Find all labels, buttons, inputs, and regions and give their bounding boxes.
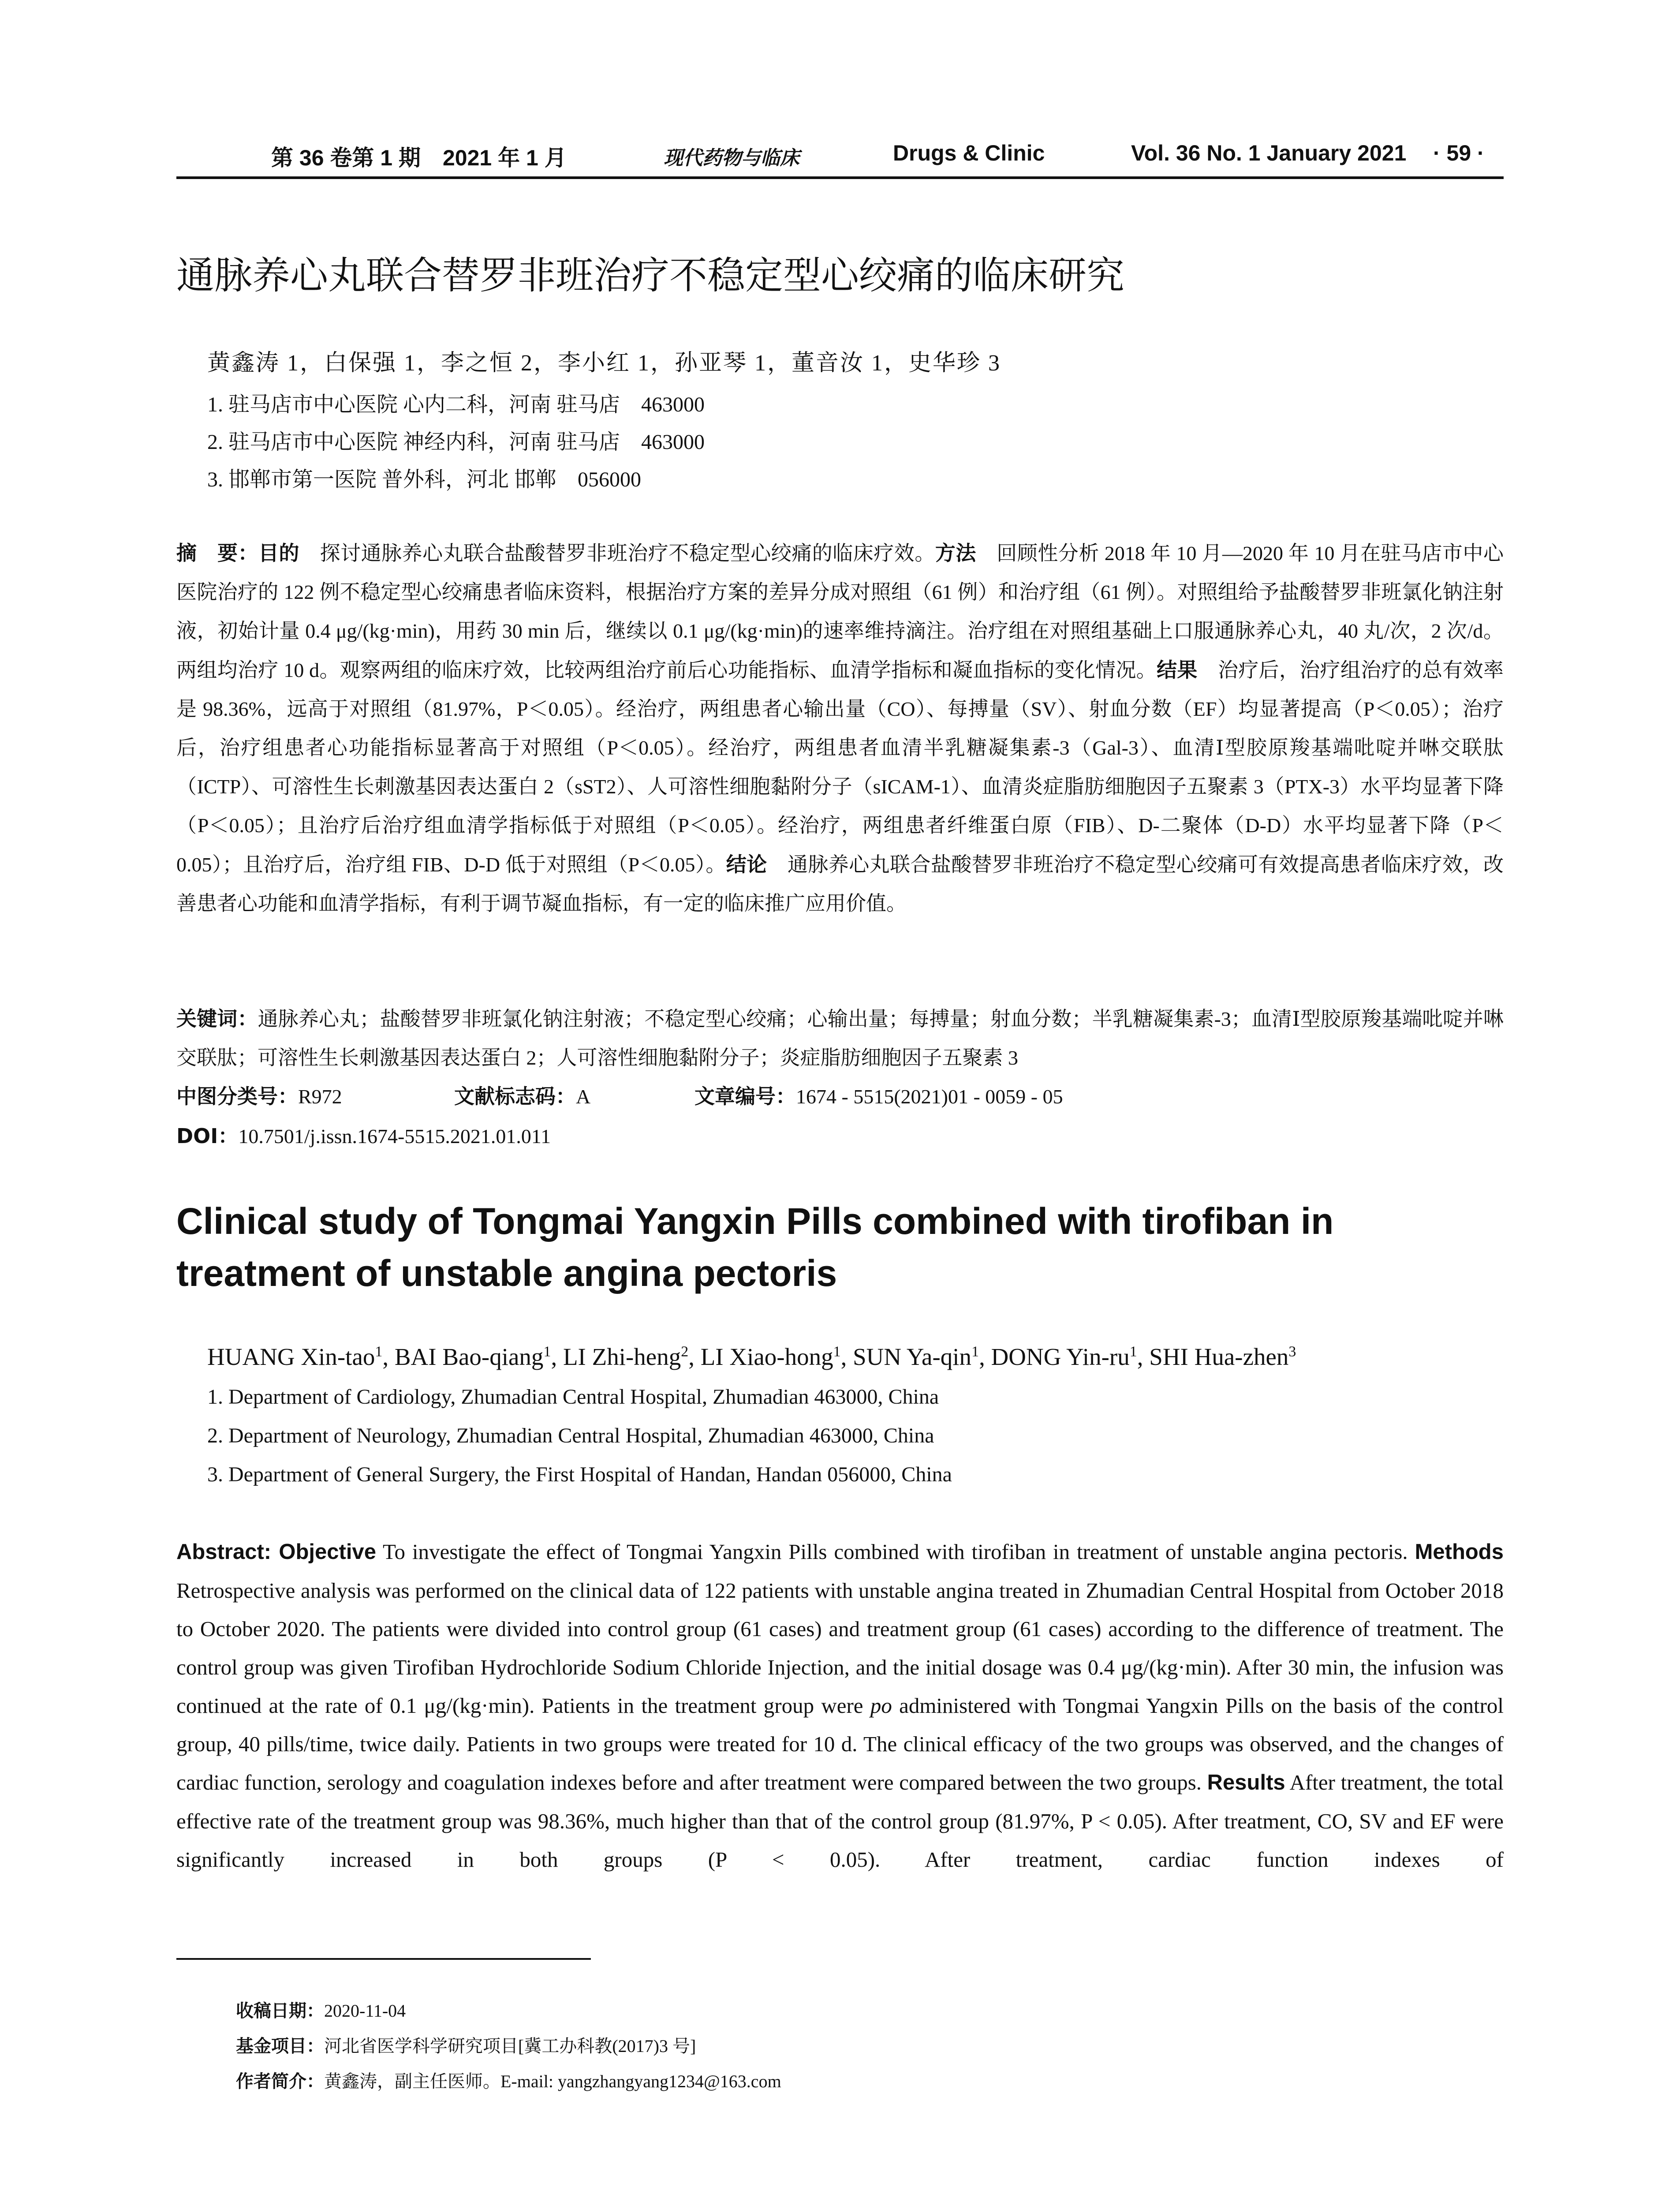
- en-affiliation-3: 3. Department of General Surgery, the First Hospital of Handan, Handan 056000, China: [207, 1463, 952, 1486]
- en-affiliation-2: 2. Department of Neurology, Zhumadian Central Hospital, Zhumadian 463000, China: [207, 1424, 934, 1447]
- cn-title: 通脉养心丸联合替罗非班治疗不稳定型心绞痛的临床研究: [176, 254, 1124, 298]
- received-label: 收稿日期：: [236, 2001, 324, 2021]
- cn-doi-line: [176, 1120, 551, 1149]
- en-abstract-label: Abstract:: [176, 1540, 279, 1564]
- clc-value: R972: [298, 1085, 342, 1108]
- en-methods-po: po: [870, 1693, 892, 1718]
- en-methods-label: Methods: [1415, 1540, 1504, 1564]
- en-methods-text-1: Retrospective analysis was performed on the clinical data of 122 patients with unstable angina treated in Zhumadian Central Hospital from October 2018 to October 2020. The patients were divided into control group (61 cases) and treatment group (61 cases) according to the difference of treatment. The control group was given Tirofiban Hydrochloride Sodium Chloride Injection, and the initial dosage was 0.4 μg/(kg·min). After 30 min, the infusion was continued at the rate of 0.1 μg/(kg·min). Patients in the treatment group were: [176, 1578, 1504, 1718]
- received-value: 2020-11-04: [324, 2001, 406, 2021]
- cn-clc-line: [176, 1080, 342, 1110]
- cn-results-label: 结果: [1157, 658, 1198, 682]
- header-issue-cn: 第 36 卷第 1 期 2021 年 1 月: [271, 146, 567, 170]
- author-bio-label: 作者简介：: [236, 2071, 324, 2092]
- en-author-name: LI Xiao-hong: [700, 1343, 833, 1370]
- en-author-name: BAI Bao-qiang: [394, 1343, 544, 1370]
- cn-affiliation-3: 3. 邯郸市第一医院 普外科，河北 邯郸 056000: [207, 468, 642, 491]
- cn-methods-text: 回顾性分析 2018 年 10 月—2020 年 10 月在驻马店市中心医院治疗的 122 例不稳定型心绞痛患者临床资料，根据治疗方案的差异分成对照组（61 例）和治疗组（61 例）。对照组给予盐酸替罗非班氯化钠注射液，初始计量 0.4 μg/(kg·min)，用药 30 min 后，继续以 0.1 μg/(kg·min)的速率维持滴注。治疗组在对照组基础上口服通脉养心丸，40 丸/次，2 次/d。两组均治疗 10 d。观察两组的临床疗效，比较两组治疗前后心功能指标、血清学指标和凝血指标的变化情况。: [176, 542, 1504, 681]
- en-author-affiliation-mark: 1: [1129, 1343, 1137, 1360]
- en-author-affiliation-mark: 2: [681, 1343, 689, 1360]
- doi-value: 10.7501/j.issn.1674-5515.2021.01.011: [238, 1125, 551, 1147]
- en-author-affiliation-mark: 3: [1288, 1343, 1296, 1360]
- header-issue-en: Vol. 36 No. 1 January 2021: [1131, 141, 1407, 165]
- cn-keywords-label: 关键词：: [176, 1007, 258, 1031]
- fund-value: 河北省医学科学研究项目[冀工办科教(2017)3 号]: [324, 2036, 696, 2056]
- en-objective-label: Objective: [279, 1540, 376, 1564]
- en-author-affiliation-mark: 1: [833, 1343, 841, 1360]
- author-bio-value: 黄鑫涛，副主任医师。E-mail: yangzhangyang1234@163.com: [324, 2071, 781, 2091]
- article-no-value: 1674 - 5515(2021)01 - 0059 - 05: [796, 1085, 1063, 1108]
- cn-conclusion-label: 结论: [726, 852, 767, 876]
- en-authors: HUANG Xin-tao$^1$, BAI Bao-qiang$^1$, LI Zhi-heng$^2$, LI Xiao-hong$^1$, SUN Ya-qin$^1$, DONG Yin-$ru^1$, SHI Hua-zhen$^3$: [207, 1343, 1296, 1370]
- header-page-number: · 59 ·: [1433, 141, 1485, 165]
- footnote-fund: [236, 2032, 696, 2057]
- clc-label: 中图分类号：: [176, 1084, 298, 1108]
- en-methods-text-2: administered with Tongmai Yangxin Pills on the basis of the control group, 40 pills/time, twice daily. Patients in two groups were treated for 10 d. The clinical efficacy of the two groups was observed, and the changes of cardiac function, serology and coagulation indexes before and after treatment were compared between the two groups.: [176, 1693, 1504, 1794]
- en-author-name: SHI Hua-zhen: [1149, 1343, 1289, 1370]
- footnote-author: [236, 2067, 781, 2093]
- en-author-affiliation-mark: 1: [543, 1343, 551, 1360]
- cn-conclusion-text: 通脉养心丸联合盐酸替罗非班治疗不稳定型心绞痛可有效提高患者临床疗效，改善患者心功能和血清学指标，有利于调节凝血指标，有一定的临床推广应用价值。: [176, 853, 1504, 915]
- cn-affiliation-1: 1. 驻马店市中心医院 心内二科，河南 驻马店 463000: [207, 393, 705, 416]
- header-journal-cn: 现代药物与临床: [664, 147, 799, 169]
- en-author-affiliation-mark: 1: [375, 1343, 383, 1360]
- cn-affiliation-2: 2. 驻马店市中心医院 神经内科，河南 驻马店 463000: [207, 430, 705, 454]
- doccode-label: 文献标志码：: [454, 1084, 576, 1108]
- article-no-label: 文章编号：: [694, 1084, 796, 1108]
- en-author-affiliation-mark: 1: [971, 1343, 979, 1360]
- cn-objective-text: 探讨通脉养心丸联合盐酸替罗非班治疗不稳定型心绞痛的临床疗效。: [299, 542, 935, 564]
- en-author-name: HUANG Xin-tao: [207, 1343, 375, 1370]
- en-author-name: DONG Yin-ru: [991, 1343, 1130, 1370]
- en-objective-text: To investigate the effect of Tongmai Yangxin Pills combined with tirofiban in treatment of unstable angina pectoris.: [376, 1540, 1415, 1564]
- cn-methods-label: 方法: [935, 541, 976, 565]
- footnote-rule: [176, 1958, 591, 1960]
- fund-label: 基金项目：: [236, 2036, 324, 2056]
- cn-keywords-text: 通脉养心丸；盐酸替罗非班氯化钠注射液；不稳定型心绞痛；心输出量；每搏量；射血分数；半乳糖凝集素-3；血清Ⅰ型胶原羧基端吡啶并啉交联肽；可溶性生长刺激基因表达蛋白 2；人可溶性细胞黏附分子；炎症脂肪细胞因子五聚素 3: [176, 1008, 1504, 1069]
- header-rule: [176, 176, 1504, 179]
- en-results-text: After treatment, the total effective rate of the treatment group was 98.36%, much higher than that of the control group (81.97%, P < 0.05). After treatment, CO, SV and EF were significantly increased in both groups (P < 0.05). After treatment, cardiac function indexes of: [176, 1770, 1504, 1872]
- cn-authors: 黄鑫涛 1，白保强 1，李之恒 2，李小红 1，孙亚琴 1，董音汝 1，史华珍 3: [207, 351, 1001, 376]
- doi-label: DOI：: [176, 1124, 239, 1148]
- en-title: Clinical study of Tongmai Yangxin Pills combined with tirofiban in treatment of unstable angina pectoris: [176, 1200, 1334, 1294]
- header-journal-en: Drugs & Clinic: [893, 141, 1045, 165]
- en-abstract: [176, 1532, 1504, 1879]
- en-results-label: Results: [1207, 1771, 1285, 1794]
- doccode-value: A: [576, 1085, 591, 1108]
- cn-keywords: [176, 999, 1504, 1077]
- cn-abstract-label: 摘 要：: [176, 541, 259, 565]
- en-affiliation-1: 1. Department of Cardiology, Zhumadian Central Hospital, Zhumadian 463000, China: [207, 1385, 939, 1409]
- cn-doccode-line: [454, 1080, 590, 1110]
- footnote-received: [236, 1997, 406, 2022]
- cn-objective-label: 目的: [258, 541, 300, 565]
- cn-abstract: [176, 534, 1504, 923]
- cn-results-text: 治疗后，治疗组治疗的总有效率是 98.36%，远高于对照组（81.97%，P＜0.05）。经治疗，两组患者心输出量（CO）、每搏量（SV）、射血分数（EF）均显著提高（P＜0.05）；治疗后，治疗组患者心功能指标显著高于对照组（P＜0.05）。经治疗，两组患者血清半乳糖凝集素-3（Gal-3）、血清Ⅰ型胶原羧基端吡啶并啉交联肽（ICTP）、可溶性生长刺激基因表达蛋白 2（sST2）、人可溶性细胞黏附分子（sICAM-1）、血清炎症脂肪细胞因子五聚素 3（PTX-3）水平均显著下降（P＜0.05）；且治疗后治疗组血清学指标低于对照组（P＜0.05）。经治疗，两组患者纤维蛋白原（FIB）、D-二聚体（D-D）水平均显著下降（P＜0.05）；且治疗后，治疗组 FIB、D-D 低于对照组（P＜0.05）。: [176, 659, 1504, 876]
- en-author-name: LI Zhi-heng: [563, 1343, 681, 1370]
- en-author-name: SUN Ya-qin: [853, 1343, 972, 1370]
- cn-article-no-line: [694, 1080, 1063, 1110]
